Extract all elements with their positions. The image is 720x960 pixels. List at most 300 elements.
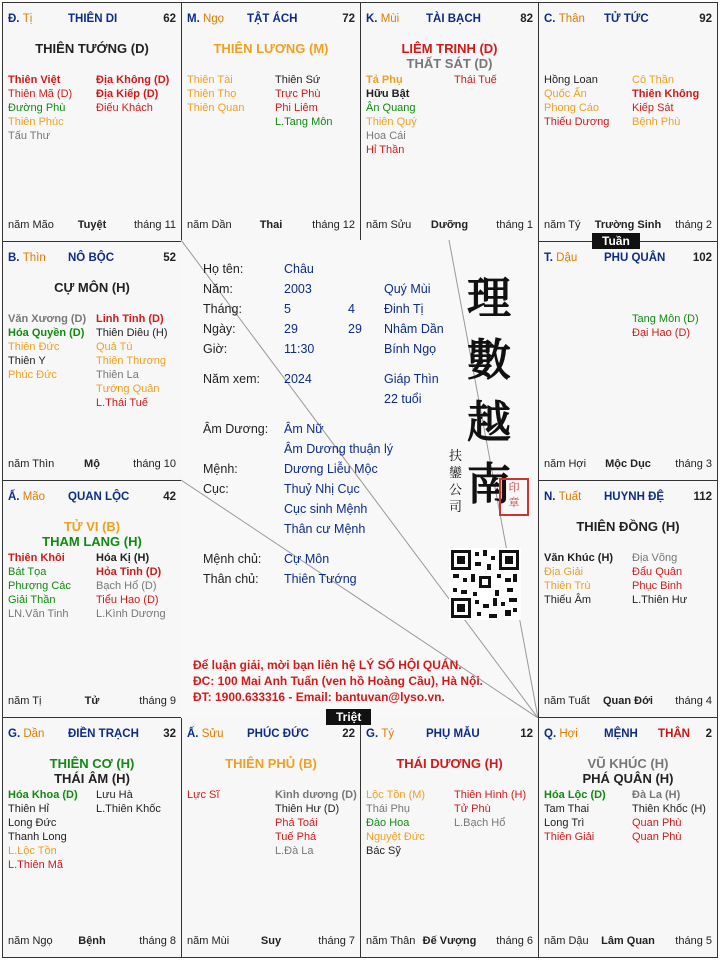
star-column-right — [454, 73, 497, 87]
palace-than — [538, 2, 718, 242]
value-day: 29 — [284, 322, 298, 336]
palace-header — [544, 491, 712, 505]
minor-star: Long Đức — [8, 817, 57, 829]
palace-phase: Lâm Quan — [601, 935, 655, 947]
palace-phase: Bệnh — [78, 935, 106, 947]
minor-star: L.Tang Môn — [275, 116, 333, 128]
minor-star: L.Thiên Hư — [632, 594, 688, 606]
minor-star: Thiên Việt — [8, 74, 61, 86]
value-menh-chu: Cự Môn — [284, 552, 330, 566]
star-column-right — [96, 551, 166, 621]
minor-star: Quốc Ấn — [544, 88, 587, 100]
palace-header — [8, 252, 176, 266]
label-amduong: Âm Dương: — [203, 422, 269, 436]
palace-can: G. — [8, 728, 21, 740]
palace-name: TÀI BẠCH — [426, 13, 481, 25]
palace-footer — [187, 219, 355, 233]
main-star: THIÊN LƯƠNG (M) — [213, 41, 329, 56]
palace-number: 62 — [163, 13, 176, 25]
palace-can-chi — [366, 13, 399, 25]
main-star: THÁI ÂM (H) — [54, 771, 130, 786]
minor-star: Thiên Trù — [544, 580, 591, 592]
minor-star: Nguyệt Đức — [366, 831, 425, 843]
value-year-can: Quý Mùi — [384, 282, 431, 296]
palace-phase: Quan Đới — [603, 695, 653, 707]
palace-year: năm Tuất — [544, 695, 590, 707]
minor-star: Hóa Lộc (D) — [544, 789, 606, 801]
palace-month: tháng 9 — [139, 695, 176, 707]
palace-number: 32 — [163, 728, 176, 740]
minor-star: Quan Phù — [632, 831, 682, 843]
star-column-left — [187, 73, 244, 115]
palace-dan — [2, 717, 182, 958]
palace-can: Q. — [544, 728, 557, 740]
minor-star: Hoa Cái — [366, 130, 406, 142]
minor-star: Bát Tọa — [8, 566, 47, 578]
label-menh-chu: Mệnh chủ: — [203, 552, 262, 566]
palace-can-chi — [8, 728, 44, 740]
palace-can-chi — [187, 728, 223, 740]
palace-can-chi — [8, 252, 46, 264]
star-column-right — [632, 788, 706, 844]
minor-star: Văn Xương (D) — [8, 313, 87, 325]
palace-branch: Mùi — [380, 13, 400, 25]
star-column-right — [632, 551, 687, 607]
minor-star: Thiên Thọ — [187, 88, 237, 100]
minor-star: Đẩu Quân — [632, 566, 683, 578]
minor-star: L.Lộc Tồn — [8, 845, 57, 857]
minor-star: Tang Môn (D) — [632, 313, 699, 325]
palace-header — [366, 728, 533, 742]
value-menh: Dương Liễu Mộc — [284, 462, 378, 476]
minor-star: Thiên Tài — [187, 74, 233, 86]
palace-name: NÔ BỘC — [68, 252, 114, 264]
palace-footer — [187, 935, 355, 949]
palace-hoi — [538, 717, 718, 958]
palace-number: 92 — [699, 13, 712, 25]
palace-can: T. — [544, 252, 553, 264]
palace-branch: Mão — [22, 491, 46, 503]
value-cuc2: Cục sinh Mệnh — [284, 502, 368, 516]
star-column-right — [632, 73, 699, 129]
palace-can: M. — [187, 13, 200, 25]
minor-star: Thiên Thương — [96, 355, 167, 367]
palace-can-chi — [544, 252, 577, 264]
palace-can: B. — [8, 252, 20, 264]
star-column-left — [544, 73, 609, 129]
minor-star: Phá Toái — [275, 817, 318, 829]
minor-star: Hỏa Tinh (D) — [96, 566, 162, 578]
minor-star: L.Đà La — [275, 845, 314, 857]
palace-header — [544, 13, 712, 27]
minor-star: Thiên Phúc — [8, 116, 64, 128]
palace-footer — [544, 458, 712, 472]
label-cuc: Cục: — [203, 482, 229, 496]
minor-star: Ân Quang — [366, 102, 416, 114]
palace-branch: Dần — [23, 728, 45, 740]
palace-header — [366, 13, 533, 27]
value-year: 2003 — [284, 282, 312, 296]
palace-can: K. — [366, 13, 378, 25]
palace-branch: Dậu — [556, 252, 578, 264]
star-column-right — [96, 312, 168, 410]
main-star: THAM LANG (H) — [42, 534, 142, 549]
palace-year: năm Tý — [544, 219, 581, 231]
minor-star: L.Thái Tuế — [96, 397, 148, 409]
minor-star: Hồng Loan — [544, 74, 598, 86]
value-amduong2: Âm Dương thuận lý — [284, 442, 393, 456]
palace-ti — [2, 2, 182, 242]
center-info-panel — [181, 240, 538, 718]
palace-month: tháng 3 — [675, 458, 712, 470]
calligraphy-char: 越 — [467, 397, 511, 448]
minor-star: Thiên La — [96, 369, 139, 381]
minor-star: Thiên Hư (D) — [275, 803, 340, 815]
main-star: LIÊM TRINH (D) — [401, 41, 498, 56]
star-column-left — [366, 73, 417, 157]
value-view-can: Giáp Thìn — [384, 372, 439, 386]
minor-star: Thái Tuế — [454, 74, 497, 86]
palace-can: Ấ. — [187, 728, 199, 740]
palace-name: TẬT ÁCH — [247, 13, 298, 25]
palace-branch: Tý — [381, 728, 395, 740]
calligraphy-char: 理 — [467, 273, 511, 324]
palace-year: năm Dần — [187, 219, 232, 231]
minor-star: Thiếu Âm — [544, 594, 592, 606]
palace-phase: Mộc Dục — [605, 458, 651, 470]
palace-ty — [360, 717, 539, 958]
main-star: THIÊN PHỦ (B) — [225, 756, 317, 771]
palace-can: C. — [544, 13, 556, 25]
contact-phone-email[interactable]: ĐT: 1900.633316 - Email: bantuvan@lyso.vn. — [193, 690, 445, 704]
minor-star: Đà La (H) — [632, 789, 681, 801]
palace-month: tháng 12 — [312, 219, 355, 231]
minor-star: Tướng Quân — [96, 383, 160, 395]
palace-tuat — [538, 480, 718, 718]
palace-can: G. — [366, 728, 379, 740]
minor-star: Hóa Khoa (D) — [8, 789, 78, 801]
label-name: Họ tên: — [203, 262, 244, 276]
palace-can-chi — [187, 13, 224, 25]
main-star: CỰ MÔN (H) — [54, 280, 130, 295]
minor-star: Trực Phù — [275, 88, 321, 100]
minor-star: Hữu Bật — [366, 88, 410, 100]
palace-branch: Hợi — [559, 728, 578, 740]
palace-number: 72 — [342, 13, 355, 25]
palace-number: 52 — [163, 252, 176, 264]
palace-name: HUYNH ĐỆ — [604, 491, 665, 503]
palace-year: năm Thân — [366, 935, 416, 947]
triet-tag: Triệt — [326, 709, 371, 725]
minor-star: Đào Hoa — [366, 817, 410, 829]
minor-star: Bệnh Phù — [632, 116, 681, 128]
palace-header — [187, 728, 355, 742]
minor-star: Phục Binh — [632, 580, 683, 592]
palace-year: năm Mão — [8, 219, 54, 231]
value-than-chu: Thiên Tướng — [284, 572, 357, 586]
palace-year: năm Mùi — [187, 935, 230, 947]
main-star: THIÊN CƠ (H) — [49, 756, 135, 771]
palace-header — [187, 13, 355, 27]
palace-footer — [8, 219, 176, 233]
star-column-left — [8, 312, 86, 382]
palace-footer — [8, 935, 176, 949]
value-hour: 11:30 — [284, 342, 315, 356]
palace-month: tháng 6 — [496, 935, 533, 947]
minor-star: L.Thiên Mã — [8, 859, 64, 871]
palace-footer — [8, 458, 176, 472]
red-seal-stamp: 印 章 — [499, 478, 529, 516]
palace-can-chi — [366, 728, 394, 740]
palace-phase: Thai — [259, 219, 283, 231]
palace-month: tháng 11 — [133, 219, 176, 231]
minor-star: Thiên Hình (H) — [454, 789, 527, 801]
minor-star: Đại Hao (D) — [632, 327, 691, 339]
minor-star: Thiên Hỉ — [8, 803, 49, 815]
palace-phase: Trường Sinh — [594, 219, 662, 231]
palace-header — [8, 728, 176, 742]
minor-star: L.Kình Dương — [96, 608, 166, 620]
main-star: THIÊN ĐỒNG (H) — [576, 519, 680, 534]
minor-star: Thiên Giải — [544, 831, 595, 843]
palace-header — [8, 13, 176, 27]
palace-month: tháng 8 — [139, 935, 176, 947]
value-day-lunar: 29 — [348, 322, 362, 336]
palace-can: N. — [544, 491, 556, 503]
seal-text: 扶鑾公司 — [449, 449, 463, 515]
minor-star: L.Bạch Hổ — [454, 817, 506, 829]
minor-star: Thiên Diêu (H) — [96, 327, 168, 339]
minor-star: Kiếp Sát — [632, 102, 674, 114]
palace-header — [544, 252, 712, 266]
value-name: Châu — [284, 262, 314, 276]
minor-star: Thiên Không — [632, 88, 700, 100]
label-view-year: Năm xem: — [203, 372, 260, 386]
main-star: TỬ VI (B) — [63, 519, 121, 534]
minor-star: Đường Phù — [8, 102, 66, 114]
minor-star: Thái Phụ — [366, 803, 411, 815]
palace-dau — [538, 241, 718, 481]
label-year: Năm: — [203, 282, 233, 296]
palace-branch: Tuất — [558, 491, 582, 503]
palace-year: năm Ngọ — [8, 935, 53, 947]
palace-footer — [544, 695, 712, 709]
value-hour-can: Bính Ngọ — [384, 342, 437, 356]
main-star: VŨ KHÚC (H) — [587, 756, 669, 771]
label-than-chu: Thân chủ: — [203, 572, 259, 586]
minor-star: Thiên Khôi — [8, 552, 65, 564]
minor-star: Thiên Quý — [366, 116, 417, 128]
palace-year: năm Sửu — [366, 219, 412, 231]
minor-star: Lực Sĩ — [187, 789, 220, 801]
palace-month: tháng 4 — [675, 695, 712, 707]
palace-number: 22 — [342, 728, 355, 740]
palace-can: Đ. — [8, 13, 20, 25]
main-star: PHÁ QUÂN (H) — [582, 771, 674, 786]
value-cuc: Thuỷ Nhị Cục — [284, 482, 360, 496]
palace-can-chi — [544, 728, 578, 740]
label-day: Ngày: — [203, 322, 236, 336]
label-hour: Giờ: — [203, 342, 228, 356]
minor-star: Tấu Thư — [8, 130, 51, 142]
main-star: THÁI DƯƠNG (H) — [396, 756, 503, 771]
palace-name: PHÚC ĐỨC — [247, 728, 309, 740]
minor-star: Thiếu Dương — [544, 116, 610, 128]
palace-footer — [366, 219, 533, 233]
palace-number: 82 — [520, 13, 533, 25]
star-column-left — [544, 788, 606, 844]
star-column-right — [275, 788, 357, 858]
palace-footer — [544, 935, 712, 949]
minor-star: Long Trì — [544, 817, 585, 829]
palace-phase: Suy — [260, 935, 282, 947]
palace-number: 102 — [692, 252, 712, 264]
minor-star: Thiên Khốc (H) — [632, 803, 706, 815]
minor-star: Cô Thần — [632, 74, 674, 86]
minor-star: Linh Tinh (D) — [96, 313, 164, 325]
value-age: 22 tuổi — [384, 392, 422, 406]
palace-suu — [181, 717, 361, 958]
value-view-year: 2024 — [284, 372, 312, 386]
palace-name: PHỤ MẪU — [426, 728, 480, 740]
palace-year: năm Hợi — [544, 458, 587, 470]
minor-star: Hóa Quyền (D) — [8, 327, 85, 339]
palace-number: 42 — [163, 491, 176, 503]
minor-star: Phượng Các — [8, 580, 71, 592]
minor-star: Địa Giải — [544, 566, 584, 578]
star-column-left — [187, 788, 219, 802]
palace-month: tháng 7 — [318, 935, 355, 947]
value-month-lunar: 4 — [348, 302, 355, 316]
minor-star: Địa Võng — [632, 552, 678, 564]
palace-mui — [360, 2, 539, 242]
label-menh: Mệnh: — [203, 462, 238, 476]
star-column-right — [454, 788, 526, 830]
star-column-left — [8, 551, 71, 621]
palace-number: 2 — [705, 728, 712, 740]
minor-star: Hóa Kị (H) — [96, 552, 150, 564]
minor-star: Quan Phù — [632, 817, 682, 829]
palace-name: PHU QUÂN — [604, 252, 666, 264]
minor-star: Hỉ Thần — [366, 144, 405, 156]
minor-star: Tả Phụ — [366, 74, 403, 86]
palace-year: năm Tị — [8, 695, 42, 707]
palace-thin — [2, 241, 182, 481]
palace-header — [544, 728, 712, 742]
star-column-right — [632, 312, 699, 340]
palace-extra-tag: THÂN — [658, 728, 690, 740]
palace-mao — [2, 480, 182, 718]
palace-month: tháng 10 — [133, 458, 176, 470]
star-column-left — [8, 788, 78, 872]
palace-can-chi — [544, 491, 581, 503]
minor-star: Phong Cáo — [544, 102, 600, 114]
minor-star: Địa Kiếp (D) — [96, 88, 159, 100]
star-column-left — [366, 788, 425, 858]
palace-phase: Đế Vượng — [422, 935, 477, 947]
palace-footer — [544, 219, 712, 233]
minor-star: Thiên Y — [8, 355, 46, 367]
palace-can-chi — [8, 13, 32, 25]
minor-star: L.Thiên Khốc — [96, 803, 161, 815]
star-column-left — [8, 73, 72, 143]
minor-star: Thiên Sứ — [275, 74, 321, 86]
minor-star: Bạch Hổ (D) — [96, 580, 157, 592]
minor-star: Lộc Tồn (M) — [366, 789, 426, 801]
qr-code-icon[interactable] — [449, 548, 521, 620]
palace-branch: Ngọ — [202, 13, 225, 25]
palace-phase: Tử — [84, 695, 100, 707]
minor-star: Tam Thai — [544, 803, 590, 815]
star-column-left — [544, 551, 613, 607]
minor-star: Tử Phù — [454, 803, 491, 815]
calligraphy-char: 南 — [467, 459, 511, 510]
minor-star: Thiên Quan — [187, 102, 245, 114]
value-month: 5 — [284, 302, 291, 316]
star-column-right — [96, 73, 169, 115]
palace-name: THIÊN DI — [68, 13, 118, 25]
palace-phase: Tuyệt — [77, 219, 107, 231]
value-month-can: Đinh Tị — [384, 302, 424, 316]
palace-footer — [8, 695, 176, 709]
main-star: THẤT SÁT (D) — [406, 56, 493, 71]
palace-name: QUAN LỘC — [68, 491, 130, 503]
palace-branch: Thân — [558, 13, 585, 25]
palace-year: năm Thìn — [8, 458, 55, 470]
palace-number: 12 — [520, 728, 533, 740]
palace-header — [8, 491, 176, 505]
main-star: THIÊN TƯỚNG (D) — [35, 41, 149, 56]
minor-star: Điếu Khách — [96, 102, 153, 114]
minor-star: LN.Văn Tinh — [8, 608, 69, 620]
palace-phase: Mộ — [84, 458, 100, 470]
palace-month: tháng 5 — [675, 935, 712, 947]
palace-name: MỆNH — [604, 728, 638, 740]
minor-star: Phi Liêm — [275, 102, 318, 114]
palace-name: ĐIỀN TRẠCH — [68, 728, 139, 740]
minor-star: Tuế Phá — [275, 831, 317, 843]
palace-year: năm Dậu — [544, 935, 589, 947]
star-column-right — [96, 788, 161, 816]
minor-star: Kình dương (D) — [275, 789, 357, 801]
label-month: Tháng: — [203, 302, 242, 316]
palace-footer — [366, 935, 533, 949]
calligraphy-char: 數 — [467, 335, 511, 386]
minor-star: Thanh Long — [8, 831, 67, 843]
palace-phase: Dưỡng — [430, 219, 469, 231]
value-day-can: Nhâm Dần — [384, 322, 444, 336]
tuan-tag: Tuần — [592, 233, 640, 249]
minor-star: Địa Không (D) — [96, 74, 170, 86]
palace-month: tháng 1 — [496, 219, 533, 231]
value-cuc3: Thân cư Mệnh — [284, 522, 366, 536]
minor-star: Lưu Hà — [96, 789, 133, 801]
minor-star: Thiên Đức — [8, 341, 60, 353]
palace-month: tháng 2 — [675, 219, 712, 231]
palace-branch: Thìn — [22, 252, 46, 264]
minor-star: Văn Khúc (H) — [544, 552, 614, 564]
palace-branch: Sửu — [201, 728, 224, 740]
minor-star: Tiểu Hao (D) — [96, 594, 159, 606]
minor-star: Quả Tú — [96, 341, 133, 353]
palace-can-chi — [544, 13, 585, 25]
palace-can-chi — [8, 491, 45, 503]
palace-name: TỬ TỨC — [604, 13, 649, 25]
value-amduong: Âm Nữ — [284, 422, 324, 436]
minor-star: Giải Thần — [8, 594, 56, 606]
minor-star: Thiên Mã (D) — [8, 88, 73, 100]
palace-number: 112 — [693, 491, 712, 503]
